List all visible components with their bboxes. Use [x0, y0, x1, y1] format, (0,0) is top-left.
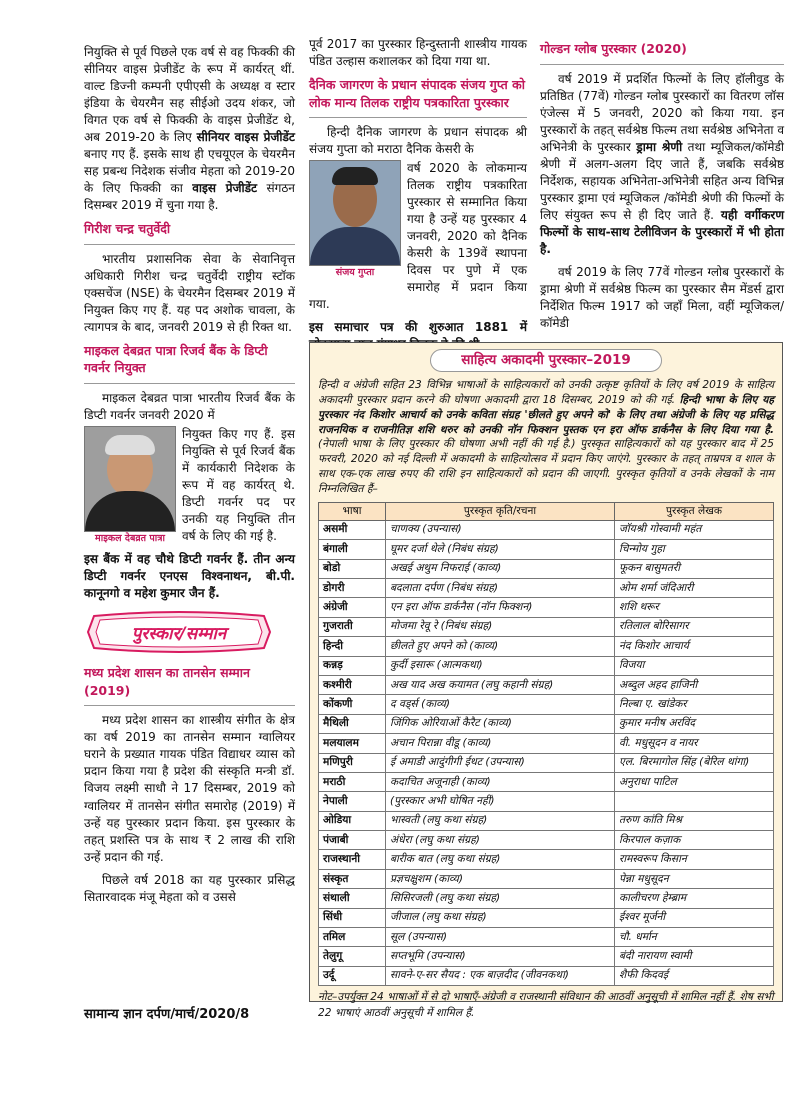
- paragraph: नियुक्त किए गए हैं. इस नियुक्ति से पूर्व रिजर्व बैंक में कार्यकारी निदेशक के रूप में वह कार्यरत् थे. डिप्टी गवर्नर पद पर उनकी यह नियुक्ति तीन वर्ष के लिए की गई है.: [182, 427, 295, 544]
- language-cell: तमिल: [319, 928, 386, 947]
- awards-banner: [84, 610, 274, 654]
- language-cell: पंजाबी: [319, 831, 386, 850]
- gupta-photo: [309, 160, 401, 266]
- author-cell: शशि थरूर: [615, 598, 774, 617]
- language-cell: मराठी: [319, 772, 386, 791]
- table-row: [319, 695, 774, 714]
- work-cell: अंधेरा (लघु कथा संग्रह): [386, 831, 615, 850]
- work-cell: भास्वती (लघु कथा संग्रह): [386, 811, 615, 830]
- photo-caption: माइकल देबव्रत पात्रा: [95, 533, 165, 545]
- award-intro: हिन्दी व अंग्रेजी सहित 23 विभिन्न भाषाओं के साहित्यकारों को उनकी उत्कृष्ट कृतियों के लिए वर्ष 2019 के साहित्य अकादमी पुरस्कार प्रदान करने की घोषणा अकादमी द्वारा 18 दिसम्बर, 2019 को की गई. हिन्दी भाषा के लिए यह पुरस्कार नंद किशोर आचार्य को उनके कविता संग्रह 'छीलते हुए अपने को' के लिए तथा अंग्रेजी के लिए यह प्रसिद्ध राजनयिक व राजनीतिज्ञ शशि थरुर को उनकी नॉन फिक्शन पुस्तक एन इरा ऑफ डार्कनैस के लिए दिया गया है. (नेपाली भाषा के लिए पुरस्कार की घोषणा अभी नहीं की गई है.) पुरस्कृत साहित्यकारों को यह पुरस्कार बाद में 25 फरवरी, 2020 को नई दिल्ली में अकादमी के साहित्योत्सव में प्रदान किए जाएंगे. पुरस्कार के तहत् ताम्रपत्र व शाल के साथ एक-एक लाख रुपए की राशि इन साहित्यकारों को प्रदान की जाएगी. पुरस्कृत कृतियों व उनके लेखकों के नाम निम्नलिखित हैं–: [318, 379, 775, 495]
- column-1: [84, 44, 295, 912]
- gupta-figure: [309, 160, 401, 279]
- table-row: [319, 966, 774, 985]
- table-row: [319, 617, 774, 636]
- table-row: [319, 772, 774, 791]
- language-cell: ओडिया: [319, 811, 386, 830]
- language-cell: असमी: [319, 520, 386, 539]
- author-cell: जॉयश्री गोस्वामी महंत: [615, 520, 774, 539]
- language-cell: मैथिली: [319, 714, 386, 733]
- table-row: [319, 540, 774, 559]
- language-cell: गुजराती: [319, 617, 386, 636]
- table-row: [319, 753, 774, 772]
- paragraph: भारतीय प्रशासनिक सेवा के सेवानिवृत्त अधिकारी गिरीश चन्द्र चतुर्वेदी राष्ट्रीय स्टॉक एक्सचेंज (NSE) के चेयरमैन दिसम्बर 2019 में नियुक्त किए गए हैं. यह पद अशोक चावला, के त्यागपत्र के बाद, जनवरी 2019 से ही रिक्त था.: [84, 251, 295, 334]
- paragraph-bold: इस बैंक में वह चौथे डिप्टी गवर्नर हैं. तीन अन्य डिप्टी गवर्नर एनएस विश्वनाथन, बी.पी. कानूनगो व महेश कुमार जैन हैं.: [84, 552, 295, 601]
- author-cell: वी. मधुसूदन व नायर: [615, 734, 774, 753]
- divider: [84, 244, 295, 245]
- language-cell: मलयालम: [319, 734, 386, 753]
- heading-golden-globe: गोल्डन ग्लोब पुरस्कार (2020): [540, 41, 687, 56]
- sahitya-akademi-box: [309, 342, 783, 1019]
- language-cell: कोंकणी: [319, 695, 386, 714]
- award-table-body: [319, 520, 774, 985]
- author-cell: कालीचरण हेम्ब्राम: [615, 889, 774, 908]
- language-cell: बोडो: [319, 559, 386, 578]
- header-author: पुरस्कृत लेखक: [615, 502, 774, 520]
- author-cell: तरुण कांति मिश्र: [615, 811, 774, 830]
- paragraph: पिछले वर्ष 2018 का यह पुरस्कार प्रसिद्ध सितारवादक मंजू मेहता को व उससे: [84, 872, 295, 904]
- column-3: [540, 40, 784, 338]
- header-work: पुरस्कृत कृति/रचना: [386, 502, 615, 520]
- author-cell: किरपाल कज़ाक: [615, 831, 774, 850]
- work-cell: जीजाल (लघु कथा संग्रह): [386, 908, 615, 927]
- photo-caption: संजय गुप्ता: [335, 267, 375, 279]
- header-language: भाषा: [319, 502, 386, 520]
- table-row: [319, 811, 774, 830]
- work-cell: कुर्दी इसारू (आत्मकथा): [386, 656, 615, 675]
- heading-patra: माइकल देबव्रत पात्रा रिजर्व बैंक के डिप्टी गवर्नर नियुक्त: [84, 342, 268, 376]
- author-cell: एल. बिरमागोल सिंह (बेरिल थांगा): [615, 753, 774, 772]
- table-row: [319, 637, 774, 656]
- column-2: [309, 36, 527, 359]
- author-cell: [615, 792, 774, 811]
- divider: [309, 117, 527, 118]
- language-cell: कश्मीरी: [319, 675, 386, 694]
- table-row: [319, 598, 774, 617]
- table-row: [319, 675, 774, 694]
- language-cell: अंग्रेजी: [319, 598, 386, 617]
- table-row: [319, 850, 774, 869]
- work-cell: छीलते हुए अपने को (काव्य): [386, 637, 615, 656]
- table-row: [319, 889, 774, 908]
- work-cell: द वड्‌र्स (काव्य): [386, 695, 615, 714]
- table-row: [319, 578, 774, 597]
- language-cell: संथाली: [319, 889, 386, 908]
- language-cell: मणिपुरी: [319, 753, 386, 772]
- work-cell: सप्तभूमि (उपन्यास): [386, 947, 615, 966]
- page-footer: सामान्य ज्ञान दर्पण/मार्च/2020/8: [84, 1007, 250, 1022]
- divider: [84, 705, 295, 706]
- work-cell: अख याद अख कयामत (लघु कहानी संग्रह): [386, 675, 615, 694]
- paragraph: वर्ष 2019 के लिए 77वें गोल्डन ग्लोब पुरस्कारों के ड्रामा श्रेणी में सर्वश्रेष्ठ फिल्म का पुरस्कार सैम मेंडर्स द्वारा निर्देशित फिल्म 1917 को जहाँ मिला, वहीं म्यूजिकल/कॉमेडी: [540, 264, 784, 330]
- paragraph: पूर्व 2017 का पुरस्कार हिन्दुस्तानी शास्त्रीय गायक पंडित उल्हास कशालकर को दिया गया था.: [309, 37, 527, 69]
- table-row: [319, 947, 774, 966]
- award-note: नोट–उपर्युक्त 24 भाषाओं में से दो भाषाएँ-अंग्रेजी व राजस्थानी संविधान की आठवीं अनुसूची में शामिल नहीं हैं. शेष सभी 22 भाषाएं आठवीं अनुसूची में शामिल हैं.: [318, 991, 774, 1019]
- table-row: [319, 656, 774, 675]
- paragraph: नियुक्ति से पूर्व पिछले एक वर्ष से वह फिक्की की सीनियर वाइस प्रेजीडेंट के रूप में कार्यरत् थीं. वाल्ट डिज्नी कम्पनी एपीएसी के अध्यक्ष व स्टार इंडिया के चेयरमैन सह सीईओ उदय शंकर, जो विगत एक वर्ष से फिक्की के वाइस प्रेजीडेंट थे, अब 2019-20 के लिए सीनियर वाइस प्रेजीडेंट बनाए गए हैं. इसके साथ ही एचयूएल के चेयरमैन सह प्रबन्ध निदेशक संजीव मेहता को 2019-20 के लिए फिक्की का वाइस प्रेजीडेंट संगठन दिसम्बर 2019 में चुना गया है.: [84, 45, 295, 213]
- award-table: [318, 502, 774, 986]
- author-cell: रतिलाल बोरिसागर: [615, 617, 774, 636]
- author-cell: नंद किशोर आचार्य: [615, 637, 774, 656]
- heading-tansen: मध्य प्रदेश शासन का तानसेन सम्मान (2019): [84, 665, 250, 698]
- language-cell: उर्दू: [319, 966, 386, 985]
- language-cell: सिंधी: [319, 908, 386, 927]
- heading-girish: गिरीश चन्द्र चतुर्वेदी: [84, 221, 171, 237]
- work-cell: घूमर दर्जा थेले (निबंध संग्रह): [386, 540, 615, 559]
- work-cell: बारीक बात (लघु कथा संग्रह): [386, 850, 615, 869]
- work-cell: जिंगिक ओरियाओं कैरैट (काव्य): [386, 714, 615, 733]
- language-cell: संस्कृत: [319, 869, 386, 888]
- work-cell: (पुरस्कार अभी घोषित नहीं): [386, 792, 615, 811]
- patra-photo: [84, 426, 176, 532]
- table-row: [319, 908, 774, 927]
- author-cell: विजया: [615, 656, 774, 675]
- paragraph: माइकल देबव्रत पात्रा भारतीय रिजर्व बैंक के डिप्टी गवर्नर जनवरी 2020 में: [84, 390, 295, 422]
- author-cell: रामस्वरूप किसान: [615, 850, 774, 869]
- work-cell: एन इरा ऑफ डार्कनैस (नॉन फिक्शन): [386, 598, 615, 617]
- table-row: [319, 559, 774, 578]
- table-header-row: [319, 502, 774, 520]
- work-cell: प्रज्ञचक्षुशम (काव्य): [386, 869, 615, 888]
- svg-text:पुरस्कार/सम्मान: पुरस्कार/सम्मान: [131, 624, 227, 645]
- table-row: [319, 831, 774, 850]
- author-cell: शैफी किदवई: [615, 966, 774, 985]
- author-cell: अनुराधा पाटिल: [615, 772, 774, 791]
- language-cell: डोगरी: [319, 578, 386, 597]
- divider: [84, 383, 295, 384]
- author-cell: चिन्मोय गुहा: [615, 540, 774, 559]
- language-cell: कन्नड़: [319, 656, 386, 675]
- award-box-title: साहित्य अकादमी पुरस्कार–2019: [430, 349, 662, 372]
- table-row: [319, 714, 774, 733]
- paragraph: वर्ष 2020 के लोकमान्य तिलक राष्ट्रीय पत्रकारिता पुरस्कार से सम्मानित किया गया है उन्हें यह पुरस्कार 4 जनवरी, 2020 को दैनिक केसरी के 139वें स्थापना दिवस पर पुणे में एक समारोह में प्रदान किया गया.: [309, 161, 527, 312]
- paragraph: मध्य प्रदेश शासन का शास्त्रीय संगीत के क्षेत्र का वर्ष 2019 का तानसेन सम्मान ग्वालियर घराने के प्रख्यात गायक पंडित विद्याधर व्यास को प्रदान किया गया है प्रदेश की संस्कृति मन्त्री डॉ. विजय लक्ष्मी साधौ ने 17 दिसम्बर, 2019 को ग्वालियर में तानसेन संगीत समारोह (2019) में उन्हें यह पुरस्कार प्रदान किया. इस पुरस्कार के तहत् प्रशस्ति पत्र के साथ ₹ 2 लाख की राशि उन्हें प्रदान की गई.: [84, 713, 295, 864]
- author-cell: ओम शर्मा जंदिआरी: [615, 578, 774, 597]
- author-cell: बंदी नारायण स्वामी: [615, 947, 774, 966]
- language-cell: बंगाली: [319, 540, 386, 559]
- divider: [540, 64, 784, 65]
- paragraph: हिन्दी दैनिक जागरण के प्रधान संपादक श्री संजय गुप्ता को मराठा दैनिक केसरी के: [309, 125, 527, 157]
- patra-figure: [84, 426, 176, 545]
- author-cell: चौ. धर्मान: [615, 928, 774, 947]
- heading-sanjay-gupta: दैनिक जागरण के प्रधान संपादक संजय गुप्त को लोक मान्य तिलक राष्ट्रीय पत्रकारिता पुरस्कार: [309, 77, 526, 110]
- paragraph: वर्ष 2019 में प्रदर्शित फिल्मों के लिए हॉलीवुड के प्रतिष्ठित (77वें) गोल्डन ग्लोब पुरस्कारों का वितरण लॉस एंजेल्स में 5 जनवरी, 2020 को किया गया. इन पुरस्कारों के तहत् सर्वश्रेष्ठ फिल्म तथा सर्वश्रेष्ठ अभिनेता व अभिनेत्री के पुरस्कार ड्रामा श्रेणी तथा म्यूजिकल/कॉमेडी श्रेणी में अलग-अलग दिए जाते हैं, जबकि सर्वश्रेष्ठ निर्देशक, सहायक अभिनेता-अभिनेत्री सहित अन्य विभिन्न पुरस्कार ड्रामा एवं म्यूजिकल /कॉमेडी श्रेणी की फिल्मों के लिए संयुक्त रूप से ही दिए जाते हैं. यही वर्गीकरण फिल्मों के साथ-साथ टेलीविजन के पुरस्कारों में भी होता है.: [540, 71, 784, 256]
- author-cell: फूकन बासुमतरी: [615, 559, 774, 578]
- paragraph-bold: इस समाचार पत्र की शुरुआत 1881 में: [309, 320, 527, 335]
- author-cell: कुमार मनीष अरविंद: [615, 714, 774, 733]
- language-cell: राजस्थानी: [319, 850, 386, 869]
- work-cell: सिसिरजली (लघु कथा संग्रह): [386, 889, 615, 908]
- table-row: [319, 520, 774, 539]
- table-row: [319, 928, 774, 947]
- work-cell: सावने-ए-सर सैयद : एक बाज़दीद (जीवनकथा): [386, 966, 615, 985]
- language-cell: तेलुगू: [319, 947, 386, 966]
- work-cell: कदाचित अजूनाही (काव्य): [386, 772, 615, 791]
- author-cell: पेन्ना मधुसूदन: [615, 869, 774, 888]
- author-cell: अब्दुल अहद हाजिनी: [615, 675, 774, 694]
- work-cell: अचान पिरान्ना वीडू (काव्य): [386, 734, 615, 753]
- work-cell: ई अमाडी आदुंगीगी ईथट (उपन्यास): [386, 753, 615, 772]
- work-cell: मोजमा रेवू रे (निबंध संग्रह): [386, 617, 615, 636]
- table-row: [319, 792, 774, 811]
- work-cell: चाणक्य (उपन्यास): [386, 520, 615, 539]
- table-row: [319, 734, 774, 753]
- work-cell: अखई अथुम निफराई (काव्य): [386, 559, 615, 578]
- table-row: [319, 869, 774, 888]
- work-cell: बदलाता दर्पण (निबंध संग्रह): [386, 578, 615, 597]
- work-cell: सूल (उपन्यास): [386, 928, 615, 947]
- language-cell: हिन्दी: [319, 637, 386, 656]
- language-cell: नेपाली: [319, 792, 386, 811]
- author-cell: ईश्वर मूर्जनी: [615, 908, 774, 927]
- author-cell: निल्बा ए. खांडेकर: [615, 695, 774, 714]
